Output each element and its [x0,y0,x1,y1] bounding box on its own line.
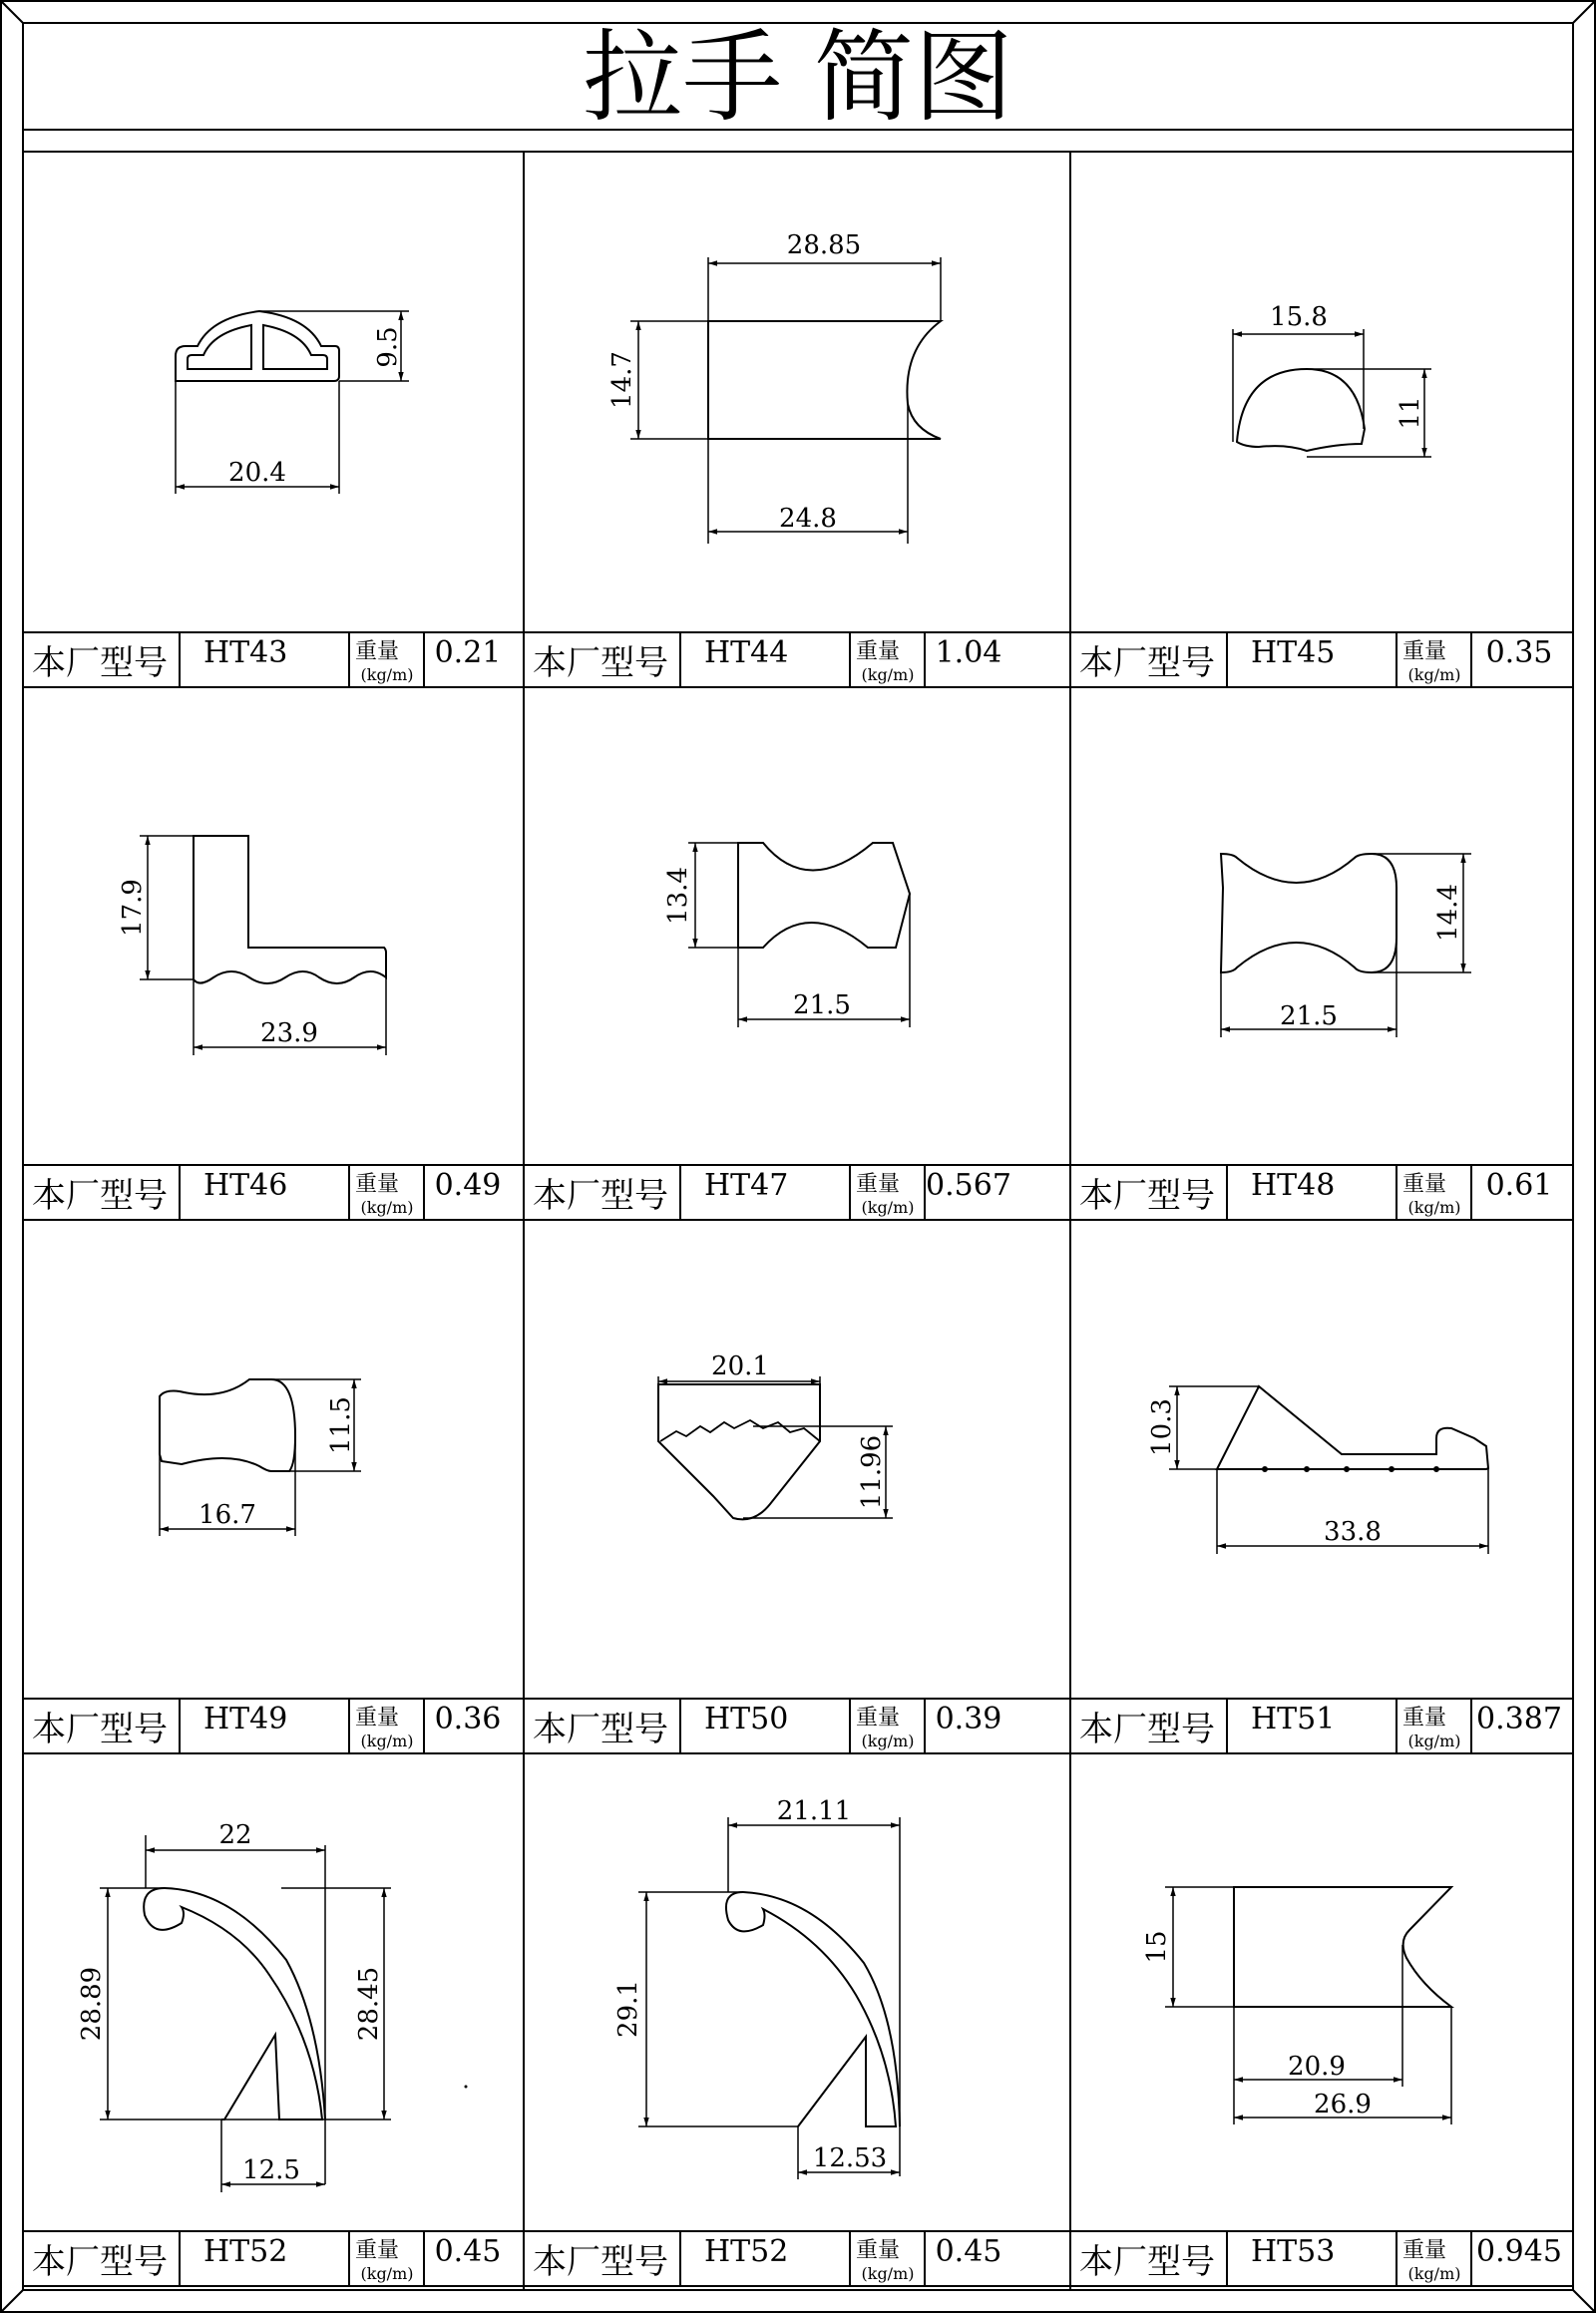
weight-label: 重量 [354,1706,400,1731]
dim-ht47-height: 13.4 [663,867,693,925]
model-code: HT49 [203,1702,288,1736]
info-strip [1079,2231,1562,2286]
model-code: HT48 [1251,1168,1336,1203]
profile-ht44 [630,257,941,544]
weight-unit: (kg/m) [861,1732,915,1750]
weight-unit: (kg/m) [861,2264,915,2283]
dim-ht43-width: 20.4 [228,458,286,488]
model-label: 本厂型号 [533,1176,668,1216]
info-strip [533,2231,1001,2286]
dim-ht52a-left: 28.89 [77,1966,107,2042]
dim-ht46-height: 17.9 [118,879,148,937]
dim-ht51-width: 33.8 [1324,1517,1382,1547]
weight-unit: (kg/m) [861,1198,915,1217]
dim-ht53-height: 15 [1142,1930,1172,1964]
dim-ht52a-right: 28.45 [354,1966,384,2042]
weight-unit: (kg/m) [1407,1198,1461,1217]
weight-value: 0.49 [434,1168,502,1203]
weight-label: 重量 [1401,1172,1447,1197]
sheet-frame [1,1,1595,2312]
profile-ht45 [1233,329,1431,457]
weight-unit: (kg/m) [1407,2264,1461,2283]
weight-unit: (kg/m) [861,665,915,684]
model-label: 本厂型号 [32,643,168,683]
dim-ht46-width: 23.9 [260,1018,318,1048]
profile-ht48 [1221,854,1471,1037]
weight-unit: (kg/m) [360,1732,414,1750]
model-label: 本厂型号 [533,643,668,683]
row-lines [23,632,1573,2286]
dim-ht50-width: 20.1 [711,1351,769,1381]
weight-label: 重量 [855,639,901,664]
weight-value: 0.45 [935,2234,1002,2269]
weight-value: 0.45 [434,2234,502,2269]
dim-ht52b-base: 12.53 [812,2143,888,2173]
dim-ht44-width: 28.85 [786,230,862,260]
weight-unit: (kg/m) [360,665,414,684]
model-label: 本厂型号 [1079,2242,1215,2282]
dim-ht52a-base: 12.5 [242,2155,300,2185]
info-strip [1079,1165,1552,1220]
weight-label: 重量 [855,1706,901,1731]
model-code: HT53 [1251,2234,1336,2269]
stray-dot [465,2086,468,2089]
model-code: HT47 [704,1168,789,1203]
dim-ht53-width: 26.9 [1314,2090,1372,2120]
weight-unit: (kg/m) [360,1198,414,1217]
dim-ht51-height: 10.3 [1147,1398,1177,1456]
model-label: 本厂型号 [1079,1176,1215,1216]
model-label: 本厂型号 [533,1710,668,1749]
dim-ht52a-top: 22 [218,1820,252,1850]
dim-ht52b-left: 29.1 [613,1980,643,2038]
weight-value: 0.36 [434,1702,502,1736]
dim-ht44-base: 24.8 [779,504,837,534]
model-label: 本厂型号 [1079,1710,1215,1749]
info-strip [533,632,1001,687]
weight-label: 重量 [1401,639,1447,664]
dim-ht48-height: 14.4 [1433,884,1463,942]
weight-label: 重量 [855,1172,901,1197]
weight-value: 0.61 [1485,1168,1553,1203]
info-strip [1079,1699,1562,1753]
dim-ht50-height: 11.96 [857,1434,887,1510]
info-strip [32,1699,501,1753]
model-label: 本厂型号 [1079,643,1215,683]
dim-ht43-height: 9.5 [373,326,403,368]
dim-ht52b-top: 21.11 [776,1796,852,1826]
model-code: HT43 [203,635,288,670]
weight-value: 1.04 [935,635,1002,670]
weight-label: 重量 [354,1172,400,1197]
profile-ht53 [1165,1887,1451,2124]
model-code: HT46 [203,1168,288,1203]
dim-ht45-height: 11 [1396,396,1425,430]
model-code: HT45 [1251,635,1336,670]
weight-value: 0.39 [935,1702,1002,1736]
model-code: HT52 [203,2234,288,2269]
weight-label: 重量 [354,639,400,664]
weight-label: 重量 [1401,2238,1447,2263]
model-code: HT50 [704,1702,789,1736]
info-strip [32,1165,501,1220]
dim-ht47-width: 21.5 [793,990,851,1020]
weight-label: 重量 [1401,1706,1447,1731]
dim-ht48-width: 21.5 [1280,1001,1338,1031]
page-title: 拉手 简图 [583,19,1013,136]
weight-value: 0.35 [1485,635,1553,670]
dim-ht53-inner: 20.9 [1288,2052,1346,2082]
weight-value: 0.567 [926,1168,1011,1203]
weight-unit: (kg/m) [1407,665,1461,684]
model-code: HT44 [704,635,789,670]
weight-value: 0.387 [1476,1702,1562,1736]
weight-value: 0.945 [1476,2234,1562,2269]
weight-value: 0.21 [434,635,502,670]
info-strip [533,1165,1011,1220]
weight-unit: (kg/m) [1407,1732,1461,1750]
dim-ht44-height: 14.7 [607,351,637,409]
profile-ht52-a [100,1835,391,2192]
model-label: 本厂型号 [533,2242,668,2282]
info-strip [533,1699,1001,1753]
profile-ht52-b [638,1817,900,2179]
model-label: 本厂型号 [32,1176,168,1216]
weight-label: 重量 [354,2238,400,2263]
info-strip [32,632,501,687]
model-code: HT52 [704,2234,789,2269]
dim-ht49-height: 11.5 [326,1396,356,1454]
model-code: HT51 [1251,1702,1336,1736]
dim-ht45-width: 15.8 [1270,302,1328,332]
weight-label: 重量 [855,2238,901,2263]
model-label: 本厂型号 [32,1710,168,1749]
weight-unit: (kg/m) [360,2264,414,2283]
dim-ht49-width: 16.7 [199,1500,256,1530]
info-strip [1079,632,1552,687]
model-label: 本厂型号 [32,2242,168,2282]
info-strip [32,2231,501,2286]
